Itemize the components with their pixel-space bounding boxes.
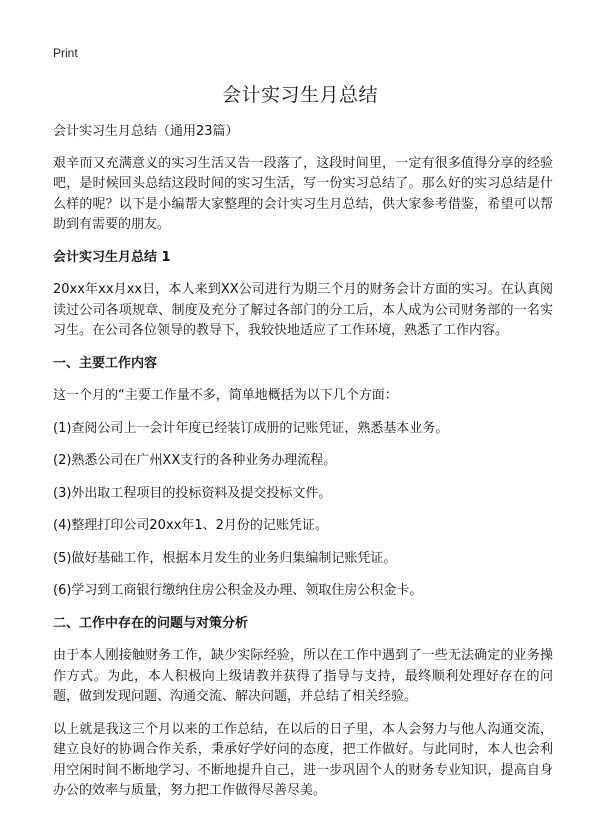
print-link[interactable]: Print bbox=[53, 46, 78, 60]
closing-paragraph: 以上就是我这三个月以来的工作总结，在以后的日子里，本人会努力与他人沟通交流，建立良好的协调合作关系，秉承好学好问的态度，把工作做好。与此同时，本人也会利用空闲时间不断地学习、不断地提升自己，进一步巩固个人的财务专业知识，提高自身办公的效率与质量，努力把工作做得尽善尽美。 bbox=[53, 721, 553, 798]
work-item: (1)查阅公司上一会计年度已经装订成册的记账凭证，熟悉基本业务。 bbox=[53, 420, 449, 436]
section-heading: 会计实习生月总结 1 bbox=[53, 249, 171, 265]
work-item: (6)学习到工商银行缴纳住房公积金及办理、领取住房公积金卡。 bbox=[53, 583, 423, 598]
intro-paragraph: 艰辛而又充满意义的实习生活又告一段落了，这段时间里，一定有很多值得分享的经验吧，是时候回头总结这段时间的实习生活，写一份实习总结了。那么好的实习总结是什么样的呢？以下是小编帮大家整理的会计实习生月总结，供大家参考借鉴，希望可以帮助到有需要的朋友。 bbox=[53, 155, 553, 232]
main-work-heading: 一、主要工作内容 bbox=[53, 355, 158, 371]
work-item: (3)外出取工程项目的投标资料及提交投标文件。 bbox=[53, 485, 332, 501]
page-title: 会计实习生月总结 bbox=[221, 84, 378, 106]
problems-heading: 二、工作中存在的问题与对策分析 bbox=[53, 615, 249, 631]
document-subtitle: 会计实习生月总结（通用23篇） bbox=[53, 124, 239, 139]
document-body bbox=[53, 122, 553, 814]
problems-paragraph: 由于本人刚接触财务工作，缺少实际经验，所以在工作中遇到了一些无法确定的业务操作方式。为此，本人积极向上级请教并获得了指导与支持，最终顺利处理好存在的问题，做到发现问题、沟通交流、解决问题，并总结了相关经验。 bbox=[53, 648, 553, 704]
work-item: (5)做好基础工作，根据本月发生的业务归集编制记账凭证。 bbox=[53, 550, 397, 566]
work-item: (2)熟悉公司在广州XX支行的各种业务办理流程。 bbox=[53, 453, 337, 468]
work-item: (4)整理打印公司20xx年1、2月份的记账凭证。 bbox=[53, 518, 328, 533]
section-paragraph: 20xx年xx月xx日，本人来到XX公司进行为期三个月的财务会计方面的实习。在认真阅读过公司各项规章、制度及充分了解过各部门的分工后，本人成为公司财务部的一名实习生。在公司各位领导的教导下，我较快地适应了工作环境，熟悉了工作内容。 bbox=[53, 282, 553, 338]
main-work-intro: 这一个月的“主要工作量不多，简单地概括为以下几个方面： bbox=[53, 388, 398, 403]
